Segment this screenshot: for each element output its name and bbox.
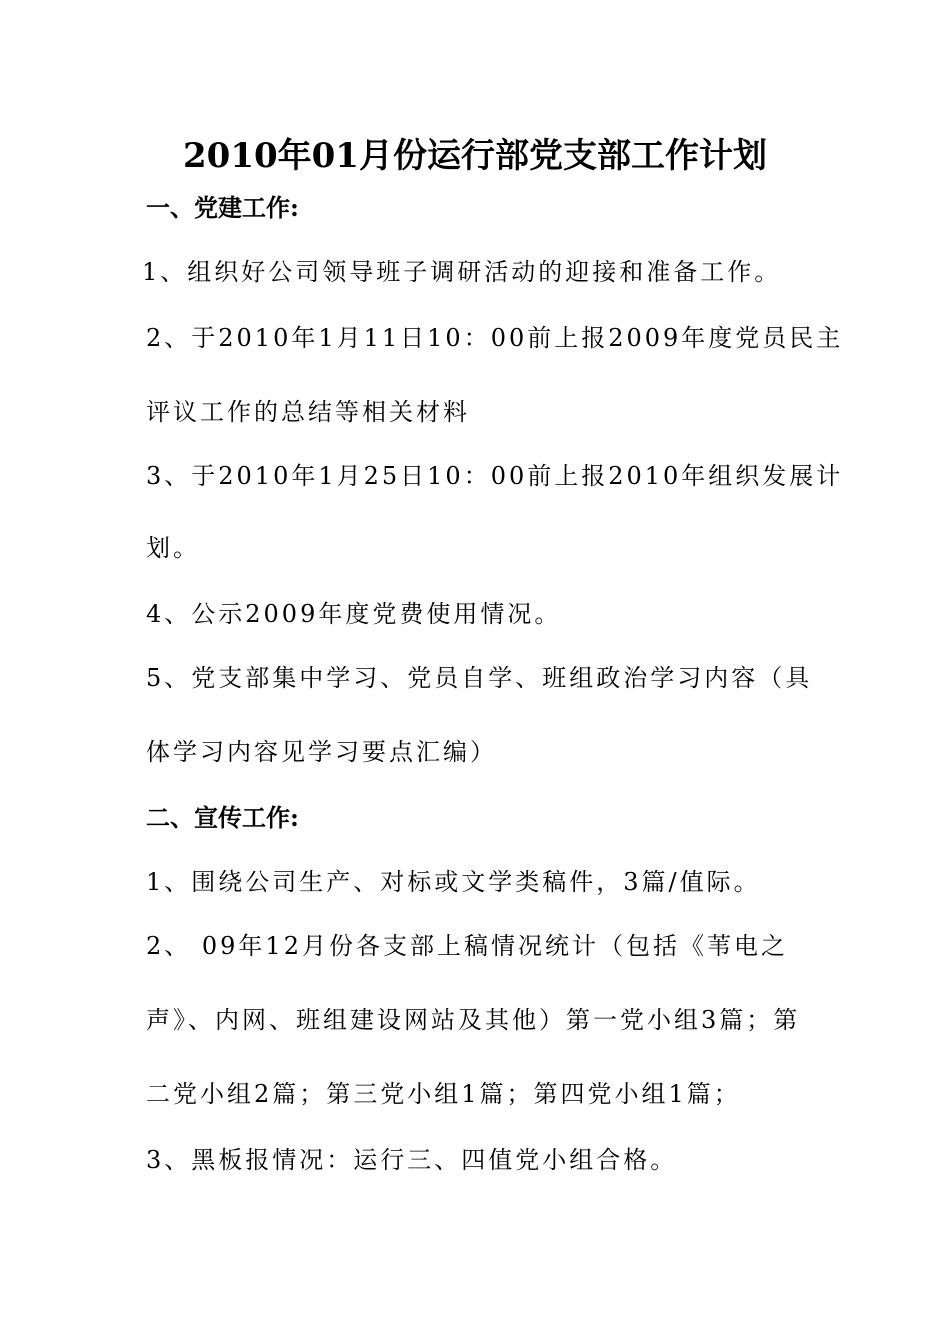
publicity-item-2-line-1: 2、 09年12月份各支部上稿情况统计（包括《苇电之 <box>146 932 788 960</box>
party-item-3-line-2: 划。 <box>146 534 200 562</box>
party-item-2-line-1: 2、于2010年1月11日10：00前上报2009年度党员民主 <box>146 324 844 352</box>
section-heading-party-building: 一、党建工作: <box>146 193 299 222</box>
party-item-4: 4、公示2009年度党费使用情况。 <box>146 600 562 628</box>
publicity-item-2-line-3: 二党小组2篇；第三党小组1篇；第四党小组1篇； <box>146 1080 741 1108</box>
party-item-1: 1、组织好公司领导班子调研活动的迎接和准备工作。 <box>142 258 782 286</box>
document-title: 2010年01月份运行部党支部工作计划 <box>183 136 767 176</box>
publicity-item-3: 3、黑板报情况：运行三、四值党小组合格。 <box>146 1146 678 1174</box>
party-item-5-line-2: 体学习内容见学习要点汇编） <box>146 738 497 766</box>
section-heading-publicity: 二、宣传工作: <box>146 803 299 832</box>
publicity-item-2-line-2: 声》、内网、班组建设网站及其他）第一党小组3篇；第 <box>146 1006 801 1034</box>
party-item-5-line-1: 5、党支部集中学习、党员自学、班组政治学习内容（具 <box>146 664 813 692</box>
party-item-2-line-2: 评议工作的总结等相关材料 <box>146 398 470 426</box>
publicity-item-1: 1、围绕公司生产、对标或文学类稿件，3篇/值际。 <box>146 868 761 896</box>
party-item-3-line-1: 3、于2010年1月25日10：00前上报2010年组织发展计 <box>146 462 844 490</box>
